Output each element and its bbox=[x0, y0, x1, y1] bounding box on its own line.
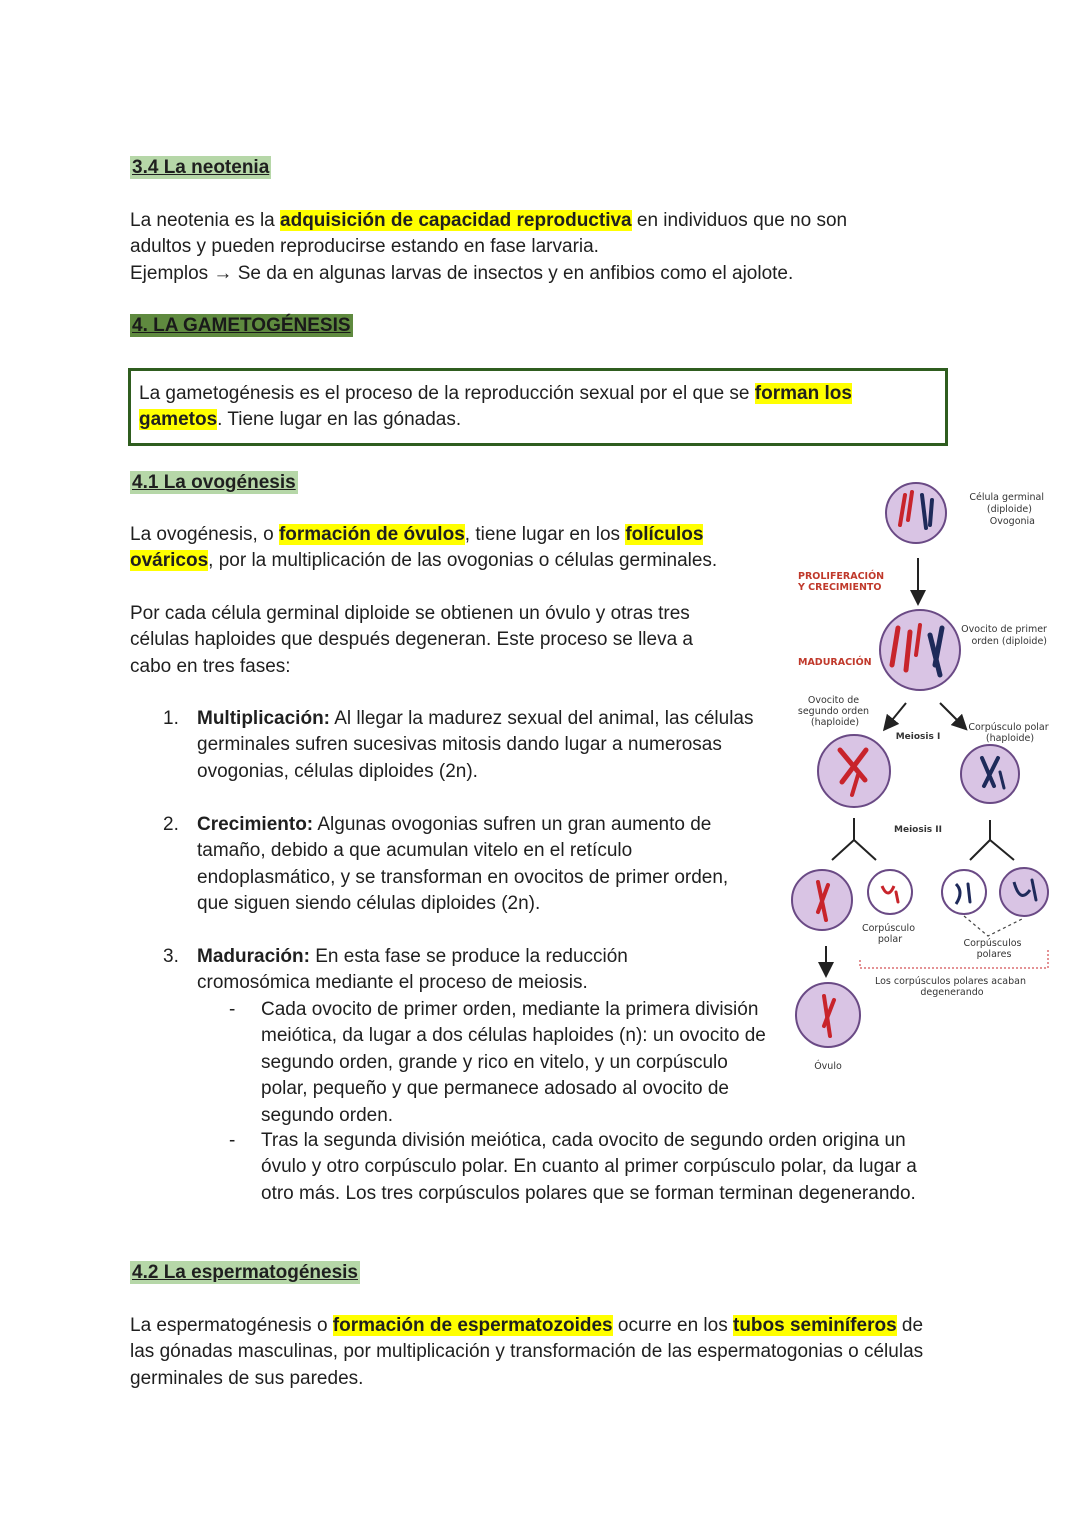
label-stage-proliferacion: PROLIFERACIÓN Y CRECIMIENTO bbox=[798, 571, 885, 593]
heading-text: 3.4 La neotenia bbox=[132, 157, 270, 178]
phase-number: 1. bbox=[163, 708, 179, 729]
heading-text: 4.1 La ovogénesis bbox=[132, 472, 296, 493]
phase-body bbox=[197, 706, 757, 785]
phase-text: Al llegar la madurez sexual del animal, las células germinales sufren sucesivas mitosis dando lugar a numerosas ovogonias, células diploides (2n). bbox=[197, 708, 754, 782]
phase-title: Maduración: bbox=[197, 946, 310, 967]
neotenia-example: Ejemplos → Se da en algunas larvas de insectos y en anfibios como el ajolote. bbox=[130, 263, 794, 284]
secondary-oocyte bbox=[818, 735, 890, 807]
polar-body-3 bbox=[942, 870, 986, 914]
text: La neotenia es la bbox=[130, 210, 281, 231]
neotenia-paragraph bbox=[130, 208, 910, 261]
section-heading-espermatogenesis bbox=[130, 1261, 360, 1285]
label-degenerando: Los corpúsculos polares acaban degenerando bbox=[874, 976, 1027, 998]
sub-item-text: Tras la segunda división meiótica, cada ovocito de segundo orden origina un óvulo y otro corpúsculo polar. En cuanto al primer corpúsculo polar, da lugar a otro más. Los tres corpúsculos polares que se forman terminan degenerando. bbox=[261, 1130, 917, 1204]
text: , tiene lugar en los bbox=[464, 524, 626, 545]
section-heading-gametogenesis bbox=[130, 314, 353, 338]
label-primary-oocyte: Ovocito de primer orden (diploide) bbox=[961, 624, 1047, 647]
highlight: folículos ováricos bbox=[130, 524, 704, 572]
label-ovulo: Óvulo bbox=[814, 1061, 842, 1072]
phase-body bbox=[197, 812, 757, 918]
label-polar-bodies: Corpúsculos polares bbox=[963, 938, 1022, 960]
highlight: adquisición de capacidad reproductiva bbox=[280, 210, 632, 231]
highlight: formación de espermatozoides bbox=[332, 1315, 613, 1336]
text: de las gónadas masculinas, por multiplicación y transformación de las espermatogonias o células germinales de sus paredes. bbox=[130, 1315, 924, 1389]
text: en individuos que no son adultos y pueden reproducirse estando en fase larvaria. bbox=[130, 210, 848, 258]
phase-text: En esta fase se produce la reducción cromosómica mediante el proceso de meiosis. bbox=[197, 946, 628, 994]
ovogenesis-paragraph-2: Por cada célula germinal diploide se obtienen un óvulo y otras tres células haploides que después degeneran. Este proceso se lleva a cabo en tres fases: bbox=[130, 603, 693, 677]
label-meiosis-1: Meiosis I bbox=[895, 732, 941, 742]
phase-number: 2. bbox=[163, 814, 179, 835]
section-heading-neotenia bbox=[130, 156, 271, 180]
primary-oocyte bbox=[880, 610, 960, 690]
label-germ-cell: Célula germinal (diploide) Ovogonia bbox=[969, 492, 1044, 527]
polar-body-4 bbox=[1000, 868, 1048, 916]
text: . Tiene lugar en las gónadas. bbox=[217, 409, 462, 431]
heading-text: 4. LA GAMETOGÉNESIS bbox=[132, 315, 351, 336]
dash-marker: - bbox=[229, 1130, 236, 1151]
text: ocurre en los bbox=[612, 1315, 733, 1336]
espermatogenesis-paragraph bbox=[130, 1313, 945, 1392]
label-secondary-oocyte: Ovocito de segundo orden (haploide) bbox=[797, 695, 870, 728]
phase-title: Multiplicación: bbox=[197, 708, 330, 729]
phase-number: 3. bbox=[163, 946, 179, 967]
polar-body-2 bbox=[868, 870, 912, 914]
dash-marker: - bbox=[229, 999, 236, 1020]
label-stage-maduracion: MADURACIÓN bbox=[798, 657, 872, 668]
ovum-cell bbox=[796, 983, 860, 1047]
label-polar-body-1: Corpúsculo polar (haploide) bbox=[968, 722, 1049, 744]
germ-cell bbox=[886, 483, 946, 543]
label-polar-body-2: Corpúsculo polar bbox=[861, 923, 916, 945]
phase-title: Crecimiento: bbox=[197, 814, 314, 835]
definition-box bbox=[128, 368, 948, 446]
heading-text: 4.2 La espermatogénesis bbox=[132, 1262, 358, 1283]
text: La espermatogénesis o bbox=[130, 1315, 333, 1336]
polar-bodies-connector bbox=[964, 916, 1024, 936]
text: La ovogénesis, o bbox=[130, 524, 279, 545]
highlight: formación de óvulos bbox=[278, 524, 465, 545]
ovogenesis-diagram bbox=[770, 460, 1060, 1080]
section-heading-ovogenesis bbox=[130, 471, 298, 495]
label-meiosis-2: Meiosis II bbox=[894, 825, 942, 835]
degeneration-bracket bbox=[860, 950, 1048, 968]
phase-body bbox=[197, 944, 657, 997]
phase-text: Algunas ovogonias sufren un gran aumento de tamaño, debido a que acumulan vitelo en el retículo endoplasmático, y se transforman en ovocitos de primer orden, que siguen siendo células diploides (2n). bbox=[197, 814, 729, 915]
highlight: tubos seminíferos bbox=[733, 1315, 897, 1336]
text: La gametogénesis es el proceso de la reproducción sexual por el que se bbox=[139, 383, 755, 404]
arrow bbox=[888, 703, 906, 725]
fork-right bbox=[970, 820, 1014, 860]
sub-item-text: Cada ovocito de primer orden, mediante la primera división meiótica, da lugar a dos células haploides (n): un ovocito de segundo orden, grande y rico en vitelo, y un corpúsculo polar, pequeño y que permanece adosado al ovocito de segundo orden. bbox=[261, 999, 766, 1126]
ovogenesis-paragraph-1 bbox=[130, 522, 755, 575]
arrow bbox=[940, 703, 962, 725]
text: , por la multiplicación de las ovogonias o células germinales. bbox=[208, 550, 718, 572]
oocyte-row-2-cell bbox=[792, 870, 852, 930]
phases-list bbox=[163, 706, 783, 946]
polar-body-1 bbox=[961, 745, 1019, 803]
highlight: forman los gametos bbox=[139, 383, 852, 431]
fork-left bbox=[832, 818, 876, 860]
definition-text bbox=[131, 371, 945, 444]
